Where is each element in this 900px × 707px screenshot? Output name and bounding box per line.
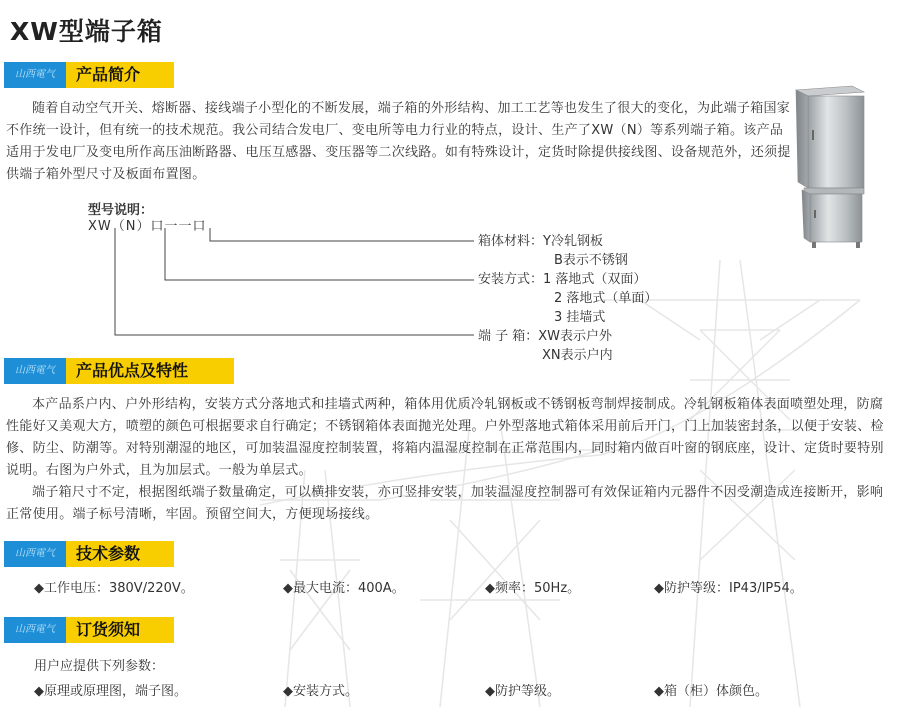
spec-frequency: ◆频率：50Hz。 bbox=[485, 581, 581, 596]
page-title: XW型端子箱 bbox=[10, 17, 163, 46]
ordering-color: ◆箱（柜）体颜色。 bbox=[654, 684, 768, 699]
legend-box: 端 子 箱：XW表示户外 bbox=[478, 329, 613, 344]
section-header-ordering bbox=[4, 617, 174, 643]
ordering-protection: ◆防护等级。 bbox=[485, 684, 560, 699]
legend-install: 安装方式：1 落地式（双面） bbox=[478, 272, 647, 287]
section-logo-tag: 山西電气 bbox=[4, 617, 66, 643]
cabinet-photo bbox=[790, 82, 870, 252]
ordering-diagram: ◆原理或原理图，端子图。 bbox=[34, 684, 187, 699]
section-logo-tag: 山西電气 bbox=[4, 358, 66, 384]
section-label: 产品简介 bbox=[66, 62, 174, 88]
features-paragraph-1: 本产品系户内、户外形结构，安装方式分落地式和挂墙式两种，箱体用优质冷轧钢板或不锈钢板弯制焊接制成。冷轧钢板箱体表面喷塑处理，防腐性能好又美观大方，喷塑的颜色可根据要求自行确定；不锈钢箱体表面抛光处理。户外型落地式箱体采用前后开门，门上加装密封条，以便于安装、检修、防尘、防潮等。对特别潮湿的地区，可加装温湿度控制装置，将箱内温湿度控制在正常范围内，同时箱内做百叶窗的钢底座，设计、定货时要特别说明。右图为户外式，且为加层式。一般为单层式。 bbox=[6, 397, 884, 478]
section-header-features bbox=[4, 358, 234, 384]
legend-material: 箱体材料：Y冷轧钢板 bbox=[478, 234, 603, 249]
section-label: 产品优点及特性 bbox=[66, 358, 234, 384]
legend-install-2: 2 落地式（单面） bbox=[554, 291, 658, 306]
model-title: 型号说明： bbox=[88, 203, 154, 218]
spec-voltage: ◆工作电压：380V/220V。 bbox=[34, 581, 194, 596]
ordering-intro: 用户应提供下列参数： bbox=[34, 659, 165, 674]
legend-box-xn: XN表示户内 bbox=[542, 348, 613, 363]
ordering-install: ◆安装方式。 bbox=[283, 684, 358, 699]
section-label: 技术参数 bbox=[66, 541, 174, 567]
section-label: 订货须知 bbox=[66, 617, 174, 643]
section-logo-tag: 山西電气 bbox=[4, 62, 66, 88]
section-header-intro bbox=[4, 62, 174, 88]
model-code: XW（N）口一一口 bbox=[88, 219, 207, 234]
spec-protection: ◆防护等级：IP43/IP54。 bbox=[654, 581, 803, 596]
intro-paragraph: 随着自动空气开关、熔断器、接线端子小型化的不断发展，端子箱的外形结构、加工工艺等也发生了很大的变化，为此端子箱国家不作统一设计，但有统一的技术规范。我公司结合发电厂、变电所等电力行业的特点，设计、生产了XW（N）等系列端子箱。该产品适用于发电厂及变电所作高压油断路器、电压互感器、变压器等二次线路。如有特殊设计，定货时除提供接线图、设备规范外，还须提供端子箱外型尺寸及板面布置图。 bbox=[6, 101, 791, 182]
spec-current: ◆最大电流：400A。 bbox=[283, 581, 405, 596]
features-paragraph-2: 端子箱尺寸不定，根据图纸端子数量确定，可以横排安装，亦可竖排安装，加装温湿度控制器可有效保证箱内元器件不因受潮造成连接断开，影响正常使用。端子标号清晰，牢固。预留空间大，方便现场接线。 bbox=[6, 485, 884, 522]
section-logo-tag: 山西電气 bbox=[4, 541, 66, 567]
section-header-specs bbox=[4, 541, 174, 567]
legend-install-3: 3 挂墙式 bbox=[554, 310, 606, 325]
legend-material-b: B表示不锈钢 bbox=[554, 253, 628, 268]
